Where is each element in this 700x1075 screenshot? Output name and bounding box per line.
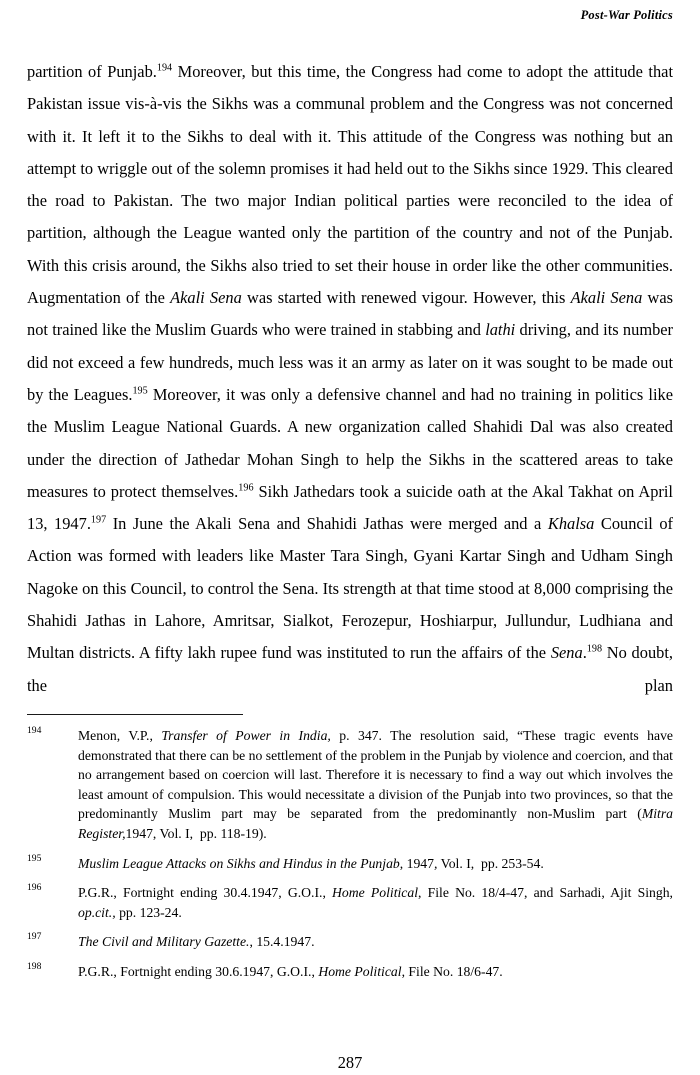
footnote-number: 195 <box>27 852 42 864</box>
footnote-item <box>27 883 673 922</box>
footnote-item <box>27 932 673 952</box>
footnote-number: 196 <box>27 882 42 894</box>
running-header: Post-War Politics <box>580 8 673 22</box>
footnote-text: P.G.R., Fortnight ending 30.4.1947, G.O.I., Home Political, File No. 18/4-47, and Sarhadi, Ajit Singh, op.cit., pp. 123-24. <box>78 885 673 920</box>
footnote-text: The Civil and Military Gazette., 15.4.1947. <box>78 934 315 950</box>
footnote-list <box>27 726 673 982</box>
footnote-number: 198 <box>27 960 42 972</box>
footnote-number: 197 <box>27 931 42 943</box>
footnote-item <box>27 726 673 844</box>
footnote-text: P.G.R., Fortnight ending 30.6.1947, G.O.I., Home Political, File No. 18/6-47. <box>78 963 503 979</box>
page-number: 287 <box>337 1053 363 1072</box>
footnote-number: 194 <box>27 725 42 736</box>
body-paragraph: partition of Punjab.$^{194}$ Moreover, but this time, the Congress had come to adopt the attitude that Pakistan issue vis-à-vis the Sikhs was a communal problem and the Congress was not concerned with it. It left it to the Sikhs to deal with it. This attitude of the Congress was nothing but an attempt to wriggle out of the solemn promises it had held out to the Sikhs since 1929. This cleared the road to Pakistan. The two major Indian political parties were reconciled to the idea of partition, although the League wanted only the partition of the country and not of the Punjab. With this crisis around, the Sikhs also tried to set their house in order like the other communities. Augmentation of the Akali Sena was started with renewed vigour. However, this Akali Sena was not trained like the Muslim Guards who were trained in stabbing and lathi driving, and its number did not exceed a few hundreds, much less was it an army as later on it was sought to be made out by the Leagues.$^{195}$ Moreover, it was only a defensive channel and had no training in politics like the Muslim League National Guards. A new organization called Shahidi Dal was also created under the direction of Jathedar Mohan Singh to help the Sikhs in the scattered areas to take measures to protect themselves.$^{196}$ Sikh Jathedars took a suicide oath at the Akal Takhat on April 13, 1947.$^{197}$ In June the Akali Sena and Shahidi Jathas were merged and a Khalsa Council of Action was formed with leaders like Master Tara Singh, Gyani Kartar Singh and Udham Singh Nagoke on this Council, to control the Sena. Its strength at that time stood at 8,000 comprising the Shahidi Jathas in Lahore, Amritsar, Sialkot, Ferozepur, Hoshiarpur, Jullundur, Ludhiana and Multan districts. A fifty lakh rupee fund was instituted to run the affairs of the Sena.$^{198}$ No doubt, the plan <box>27 62 674 695</box>
footnote-text: Muslim League Attacks on Sikhs and Hindus in the Punjab, 1947, Vol. I, pp. 253-54. <box>78 855 544 871</box>
footnote-text: Menon, V.P., Transfer of Power in India, p. 347. The resolution said, “These tragic events have demonstrated that there can be no settlement of the problem in the Punjab by violence and coercion, and that no arrangement based on coercion will last. Therefore it is necessary to find a way out which involves the least amount of compulsion. This would necessitate a division of the Punjab into two provinces, so that the predominantly Muslim part may be separated from the predominantly non-Muslim part (Mitra Register,1947, Vol. I, pp. 118-19). <box>78 728 674 841</box>
footnote-item <box>27 962 673 982</box>
footnote-item <box>27 854 673 874</box>
body-text-block <box>27 56 673 702</box>
footnote-separator-rule <box>27 714 243 715</box>
